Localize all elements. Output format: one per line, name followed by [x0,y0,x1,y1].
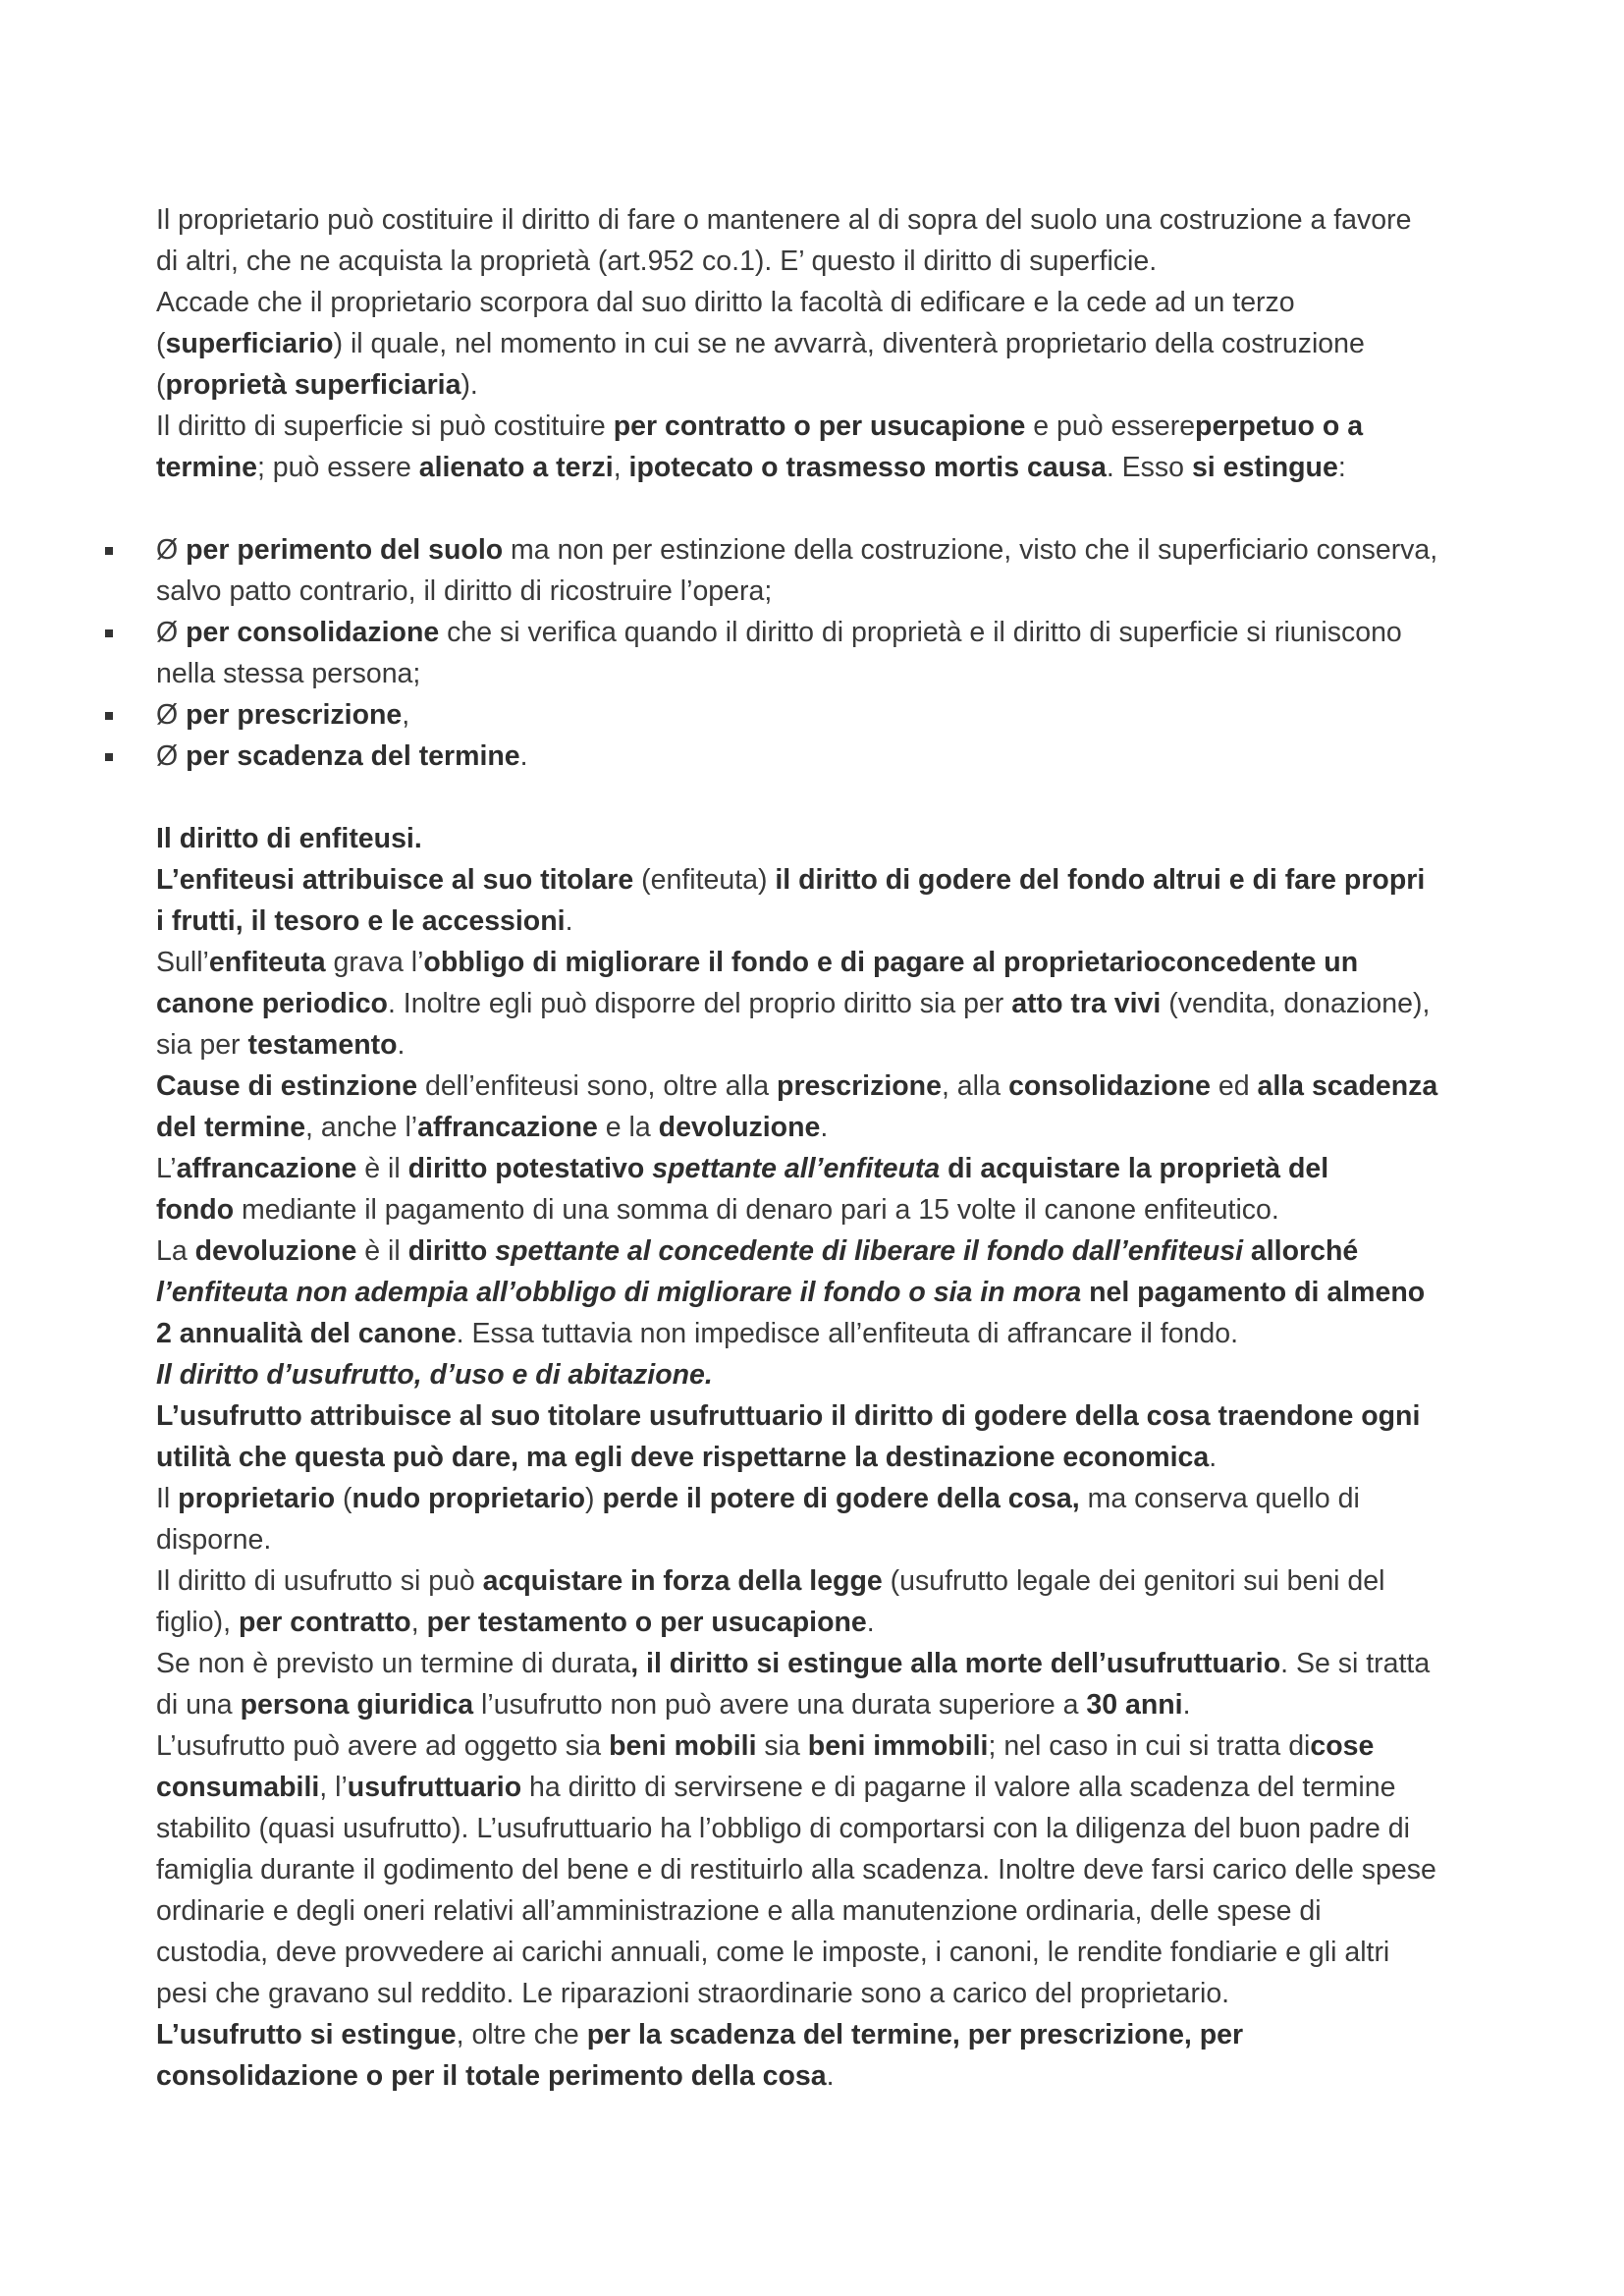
bold-term: di acquistare la proprietà del [940,1153,1329,1184]
bold-term: perde il potere di godere della cosa, [602,1483,1080,1514]
bold-term: i frutti, il tesoro e le accessioni [156,905,566,937]
text-line [156,1643,1501,1684]
text-run: L’ [156,1153,177,1184]
text-line [156,323,1501,364]
text-line [156,859,1501,901]
bold-term: affrancazione [417,1112,598,1143]
bold-italic-term: spettante al concedente di liberare il fondo dall’enfiteusi [495,1235,1243,1267]
text-run: disporne. [156,1524,272,1556]
text-run: ) [757,864,776,896]
bold-term: consolidazione [1008,1070,1211,1102]
text-line [156,1519,1501,1560]
spacer [156,488,1501,529]
bold-term: affrancazione [176,1153,357,1184]
text-run: stabilito (quasi usufrutto). L’usufruttuario ha l’obbligo di comportarsi con la diligenza del buon padre di [156,1813,1410,1844]
text-run: , oltre che [456,2019,587,2050]
text-line [156,1024,1501,1066]
square-bullet-icon [105,753,113,761]
text-run: l’usufrutto non può avere una durata superiore a [473,1689,1087,1721]
text-line [156,2055,1501,2097]
text-line [156,1066,1501,1107]
bold-term: nudo proprietario [352,1483,586,1514]
text-run: L’usufrutto può avere ad oggetto sia [156,1730,610,1762]
text-line [156,1148,1501,1189]
document-body [156,199,1501,2097]
square-bullet-icon [105,629,113,637]
text-line [156,1932,1501,1973]
bold-term: per perimento del suolo [186,534,504,566]
text-run: è il [356,1153,408,1184]
text-run: , anche l’ [305,1112,418,1143]
bold-term: termine [156,452,257,483]
square-bullet-icon [105,547,113,555]
bold-term: L’usufrutto si estingue [156,2019,457,2050]
text-line [156,571,1501,612]
bold-term: usufruttuario [347,1772,522,1803]
text-run: enfiteuta [650,864,758,896]
text-run: . [820,1112,829,1143]
bold-term: L’enfiteusi attribuisce al suo titolare [156,864,634,896]
bold-term: per contratto o per usucapione [613,410,1026,442]
bold-term: persona giuridica [240,1689,474,1721]
text-run: , l’ [319,1772,348,1803]
bold-term: per prescrizione [186,699,403,731]
text-run: famiglia durante il godimento del bene e di restituirlo alla scadenza. Inoltre deve farsi carico delle spese [156,1854,1436,1886]
bold-italic-term: Il diritto d’usufrutto, d’uso e di abitazione. [156,1359,713,1391]
text-run: ; nel caso in cui si tratta di [988,1730,1311,1762]
bold-term: per la scadenza del termine, per prescrizione, per [586,2019,1244,2050]
bold-term: allorché [1243,1235,1359,1267]
text-run: Accade che il proprietario scorpora dal suo diritto la facoltà di edificare e la cede ad un terzo [156,287,1295,318]
text-run: ( [335,1483,352,1514]
text-run: (vendita, donazione), [1161,988,1431,1019]
bold-term: superficiario [165,328,334,359]
text-line [156,653,1501,694]
text-run: di altri, che ne acquista la proprietà (art.952 co.1). E’ questo il diritto di superficie. [156,246,1158,277]
text-line [156,694,1501,736]
text-run: figlio), [156,1607,239,1638]
bold-term: acquistare in forza della legge [482,1565,883,1597]
bold-term: ipotecato o trasmesso mortis causa [628,452,1107,483]
list-item [156,529,1501,612]
bold-term: obbligo di migliorare il fondo e di pagare al proprietarioconcedente un [423,947,1359,978]
bold-term: alienato a terzi [418,452,614,483]
list-item [156,736,1501,777]
text-run: è il [356,1235,408,1267]
text-run: . [397,1029,406,1061]
bold-term: beni immobili [807,1730,989,1762]
bold-term: del termine [156,1112,306,1143]
text-line [156,612,1501,653]
bold-term: L’usufrutto attribuisce al suo titolare usufruttuario il diritto di godere della cosa traendone ogni [156,1400,1421,1432]
bold-term: per consolidazione [186,617,440,648]
text-line [156,942,1501,983]
text-run: . [866,1607,875,1638]
text-run: . Essa tuttavia non impedisce all’enfiteuta di affrancare il fondo. [456,1318,1239,1349]
text-run: ( [633,864,651,896]
text-line [156,282,1501,323]
text-line [156,1684,1501,1725]
text-run: ordinarie e degli oneri relativi all’amministrazione e alla manutenzione ordinaria, delle spese di [156,1895,1322,1927]
text-run: Se non è previsto un termine di durata [156,1648,631,1679]
text-run: grava l’ [325,947,424,978]
bold-term: proprietario [178,1483,336,1514]
text-line [156,1107,1501,1148]
text-line [156,901,1501,942]
text-run: . [826,2060,835,2092]
bold-term: proprietà superficiaria [165,369,461,401]
bold-term: alla scadenza [1257,1070,1438,1102]
spacer [156,777,1501,818]
text-line [156,1189,1501,1230]
text-run: . Se si tratta [1280,1648,1431,1679]
text-run: Ø [156,534,187,566]
text-run: ) il quale, nel momento in cui se ne avvarrà, diventerà proprietario della costruzione [333,328,1365,359]
text-run: custodia, deve provvedere ai carichi annuali, come le imposte, i canoni, le rendite fondiarie e gli altri [156,1937,1390,1968]
list-item [156,612,1501,694]
text-run: ) [585,1483,603,1514]
text-run: . Esso [1106,452,1192,483]
text-line [156,2014,1501,2055]
bold-term: per testamento o per usucapione [426,1607,867,1638]
text-line [156,1849,1501,1890]
text-run: (usufrutto legale dei genitori sui beni del [882,1565,1385,1597]
text-run: pesi che gravano sul reddito. Le riparazioni straordinarie sono a carico del proprietario. [156,1978,1230,2009]
bold-term: enfiteuta [208,947,326,978]
text-run: ha diritto di servirsene e di pagarne il valore alla scadenza del termine [521,1772,1396,1803]
text-run: e può essere [1025,410,1196,442]
text-line [156,736,1501,777]
bold-term: si estingue [1191,452,1338,483]
bold-term: cose [1310,1730,1375,1762]
bold-term: fondo [156,1194,235,1226]
bold-term: testamento [247,1029,398,1061]
text-line [156,447,1501,488]
text-run: ( [156,328,166,359]
text-run: e la [597,1112,659,1143]
bold-term: canone periodico [156,988,388,1019]
text-run: mediante il pagamento di una somma di denaro pari a 15 volte il canone enfiteutico. [234,1194,1279,1226]
bold-term: utilità che questa può dare, ma egli deve rispettarne la destinazione economica [156,1442,1210,1473]
text-run: Ø [156,699,187,731]
text-run: nella stessa persona; [156,658,421,689]
text-line [156,1602,1501,1643]
text-run: . [565,905,573,937]
bold-term: per scadenza del termine [186,740,520,772]
text-run: . Inoltre egli può disporre del proprio diritto sia per [387,988,1012,1019]
text-run: Sull’ [156,947,209,978]
text-line [156,1890,1501,1932]
text-line [156,1808,1501,1849]
text-line [156,1478,1501,1519]
text-line [156,1560,1501,1602]
text-line [156,406,1501,447]
text-run: dell’enfiteusi sono, oltre alla [417,1070,778,1102]
text-run: sia [756,1730,808,1762]
text-line [156,1767,1501,1808]
bold-term: consumabili [156,1772,320,1803]
bold-term: nel pagamento di almeno [1081,1277,1426,1308]
text-line [156,241,1501,282]
bold-term: consolidazione o per il totale perimento della cosa [156,2060,827,2092]
bold-term: Cause di estinzione [156,1070,418,1102]
text-run: sia per [156,1029,248,1061]
text-run: ed [1210,1070,1258,1102]
bold-term: 2 annualità del canone [156,1318,457,1349]
text-run: , [410,1607,427,1638]
text-run: Il diritto di usufrutto si può [156,1565,483,1597]
text-line [156,364,1501,406]
text-run: ma conserva quello di [1079,1483,1360,1514]
text-run: ). [460,369,478,401]
bold-term: beni mobili [609,1730,757,1762]
bold-term: prescrizione [777,1070,942,1102]
text-run: Il diritto di superficie si può costituire [156,410,614,442]
text-line [156,1313,1501,1354]
text-run: . [519,740,528,772]
text-run: : [1337,452,1346,483]
bold-term: diritto [407,1235,496,1267]
section-title [156,818,1501,859]
bold-term: , il diritto si estingue alla morte dell’usufruttuario [630,1648,1281,1679]
bold-term: per contratto [238,1607,411,1638]
text-line [156,1230,1501,1272]
text-run: Il [156,1483,179,1514]
text-run: . [1209,1442,1218,1473]
text-run: Ø [156,740,187,772]
text-run: . [1182,1689,1191,1721]
text-line [156,199,1501,241]
text-run: Ø [156,617,187,648]
text-line [156,1973,1501,2014]
text-run: salvo patto contrario, il diritto di ricostruire l’opera; [156,575,773,607]
section-title [156,1354,1501,1395]
text-run: ma non per estinzione della costruzione, visto che il superficiario conserva, [503,534,1438,566]
text-line [156,1395,1501,1437]
bold-italic-term: spettante all’enfiteuta [652,1153,941,1184]
text-run: ( [156,369,166,401]
text-run: di una [156,1689,241,1721]
text-run: La [156,1235,195,1267]
bold-term: Il diritto di enfiteusi. [156,823,422,854]
bold-term: perpetuo o a [1195,410,1364,442]
bold-term: atto tra vivi [1011,988,1162,1019]
text-line [156,1272,1501,1313]
text-run: , alla [941,1070,1009,1102]
bold-term: il diritto di godere del fondo altrui e di fare propri [775,864,1426,896]
text-run: che si verifica quando il diritto di proprietà e il diritto di superficie si riuniscono [439,617,1402,648]
bold-term: devoluzione [658,1112,821,1143]
bold-italic-term: l’enfiteuta non adempia all’obbligo di migliorare il fondo o sia in mora [156,1277,1082,1308]
list-item [156,694,1501,736]
text-line [156,1437,1501,1478]
text-run: , [402,699,410,731]
bold-term: devoluzione [194,1235,357,1267]
bold-term: diritto potestativo [407,1153,653,1184]
bold-term: 30 anni [1086,1689,1183,1721]
text-line [156,1725,1501,1767]
text-run: ; può essere [256,452,419,483]
text-line [156,529,1501,571]
square-bullet-icon [105,712,113,720]
text-run: Il proprietario può costituire il diritto di fare o mantenere al di sopra del suolo una costruzione a favore [156,204,1412,236]
text-run: , [613,452,629,483]
text-line [156,983,1501,1024]
